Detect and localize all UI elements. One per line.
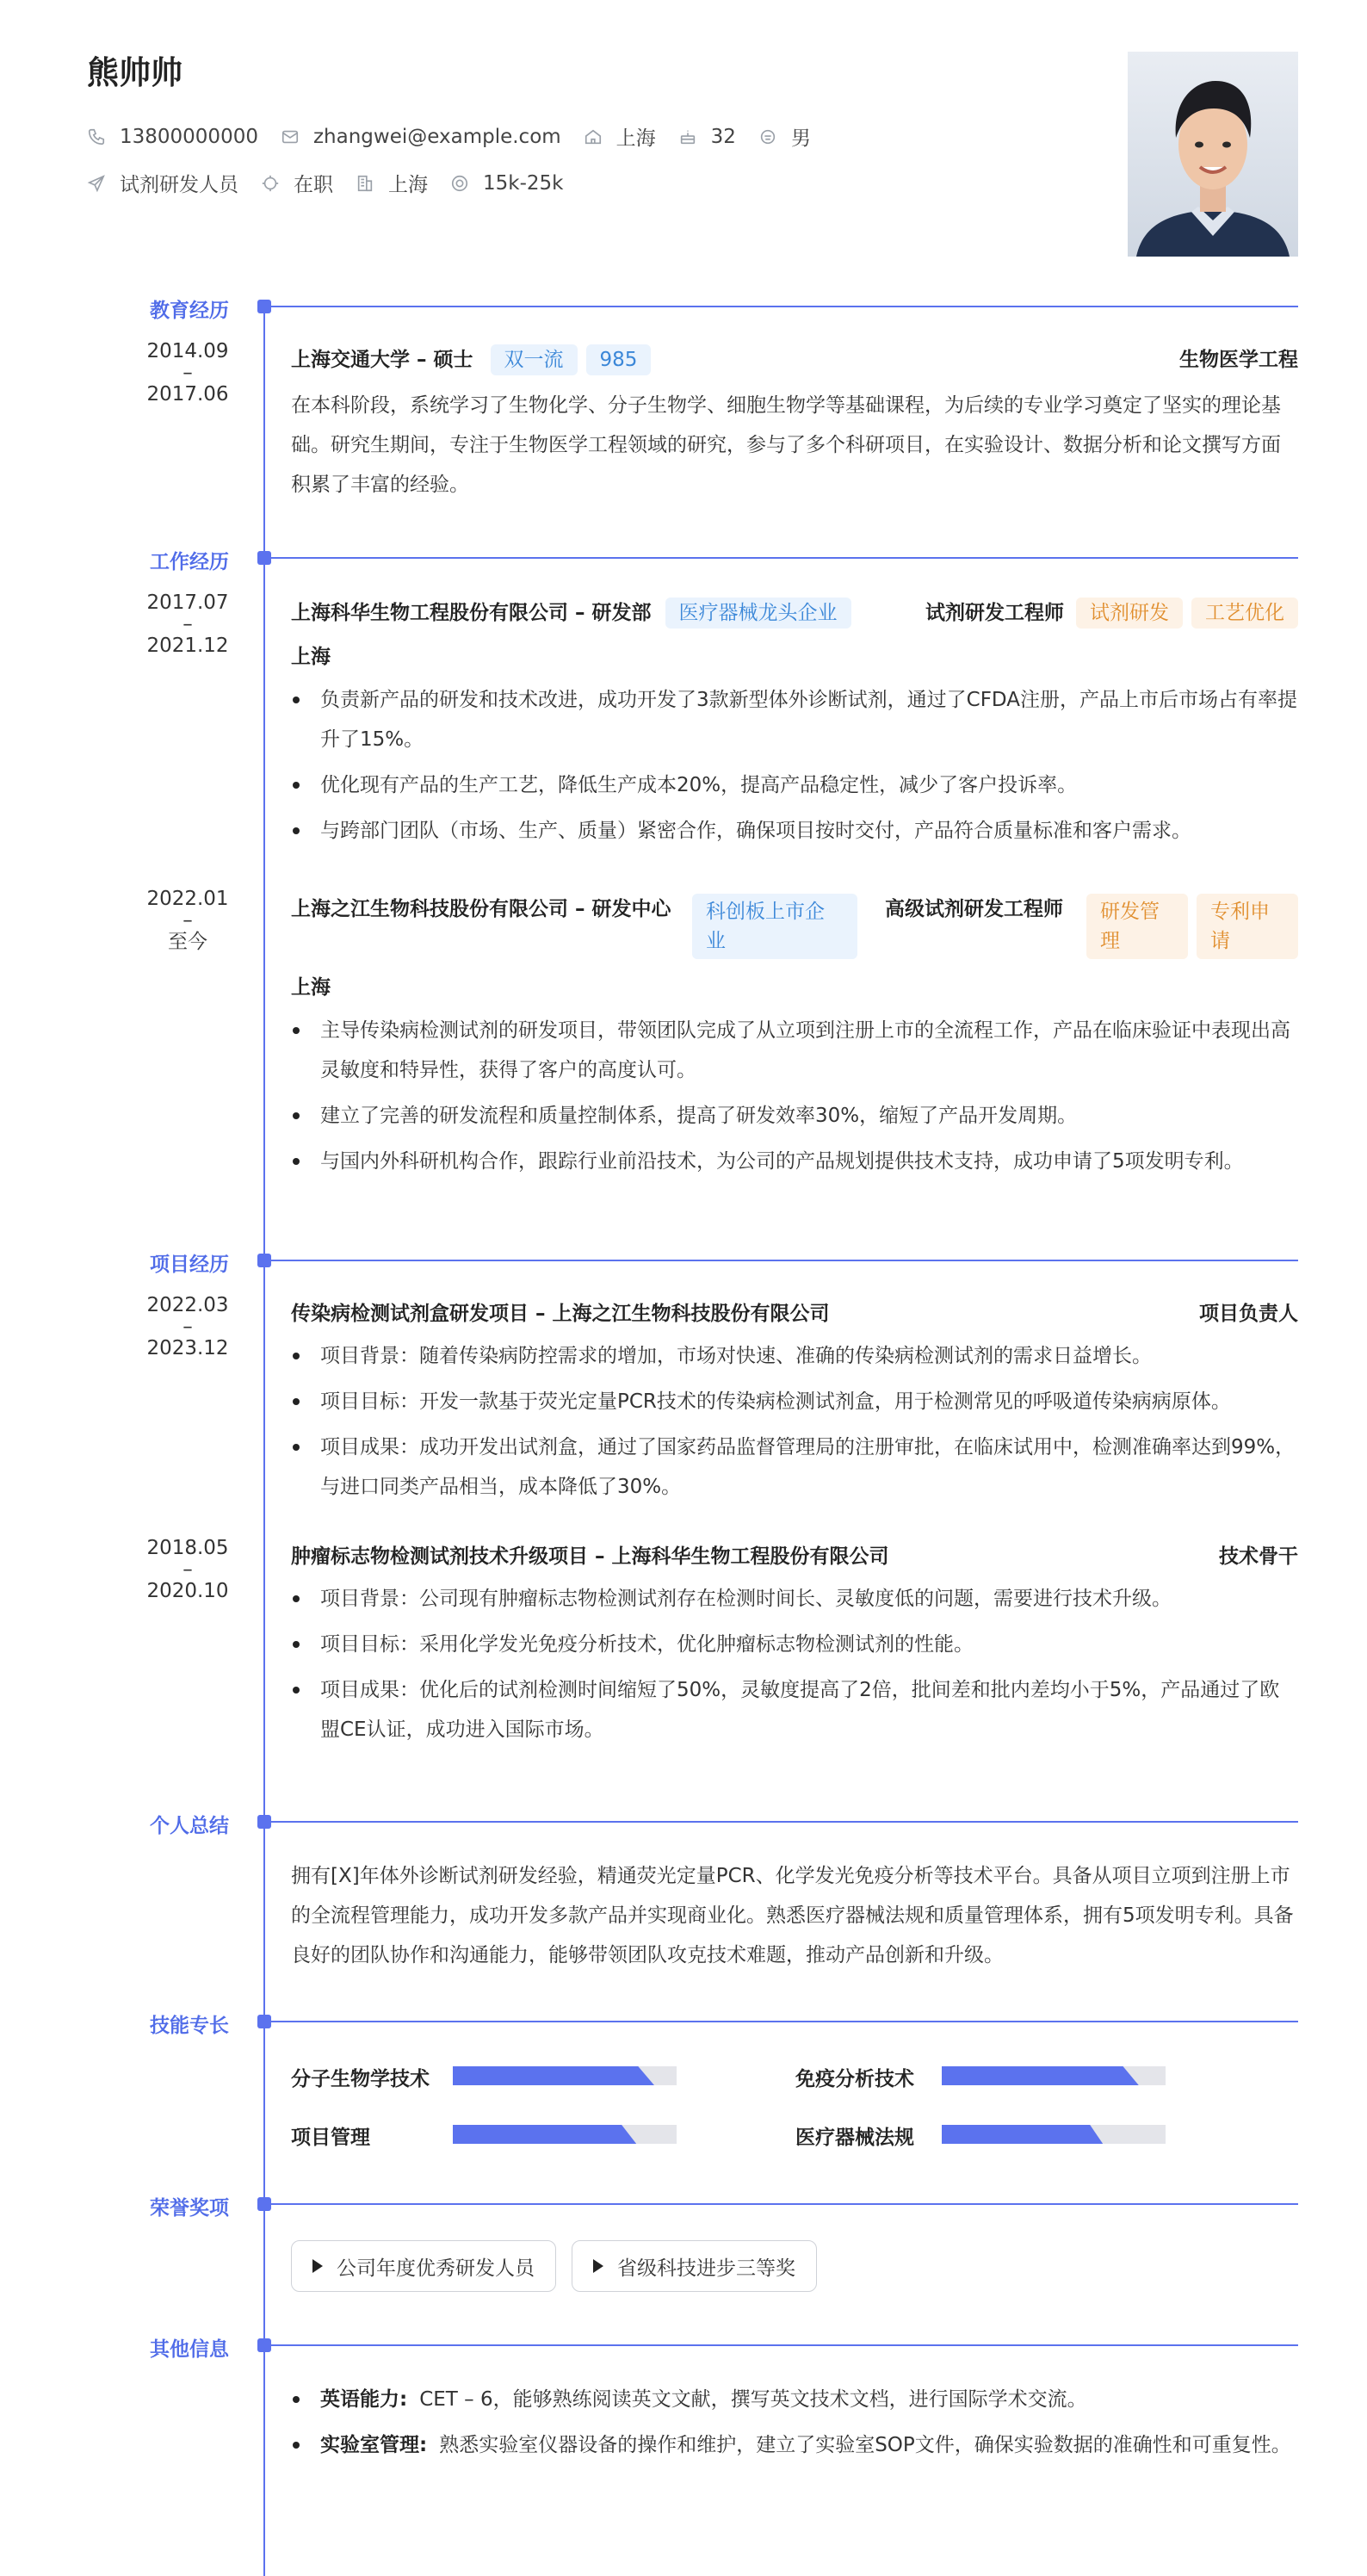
project-title: 传染病检测试剂盒研发项目 – 上海之江生物科技股份有限公司: [291, 1303, 830, 1325]
status-info: [261, 169, 333, 197]
skill-tag: 试剂研发: [1076, 598, 1183, 629]
list-item: 与跨部门团队（市场、生产、质量）紧密合作，确保项目按时交付，产品符合质量标准和客户需求。: [291, 811, 1298, 851]
date-start: 2014.09: [146, 340, 229, 362]
gender-text: 男: [790, 127, 811, 150]
salary-info: [450, 172, 563, 195]
list-item: 主导传染病检测试剂的研发项目，带领团队完成了从立项到注册上市的全流程工作，产品在临床验证中表现出高灵敏度和特异性，获得了客户的高度认可。: [291, 1011, 1298, 1090]
work-entry: [291, 594, 1298, 857]
date-dash: –: [182, 1316, 193, 1338]
list-item: 项目目标：采用化学发光免疫分析技术，优化肿瘤标志物检测试剂的性能。: [291, 1625, 1298, 1664]
list-item: 项目目标：开发一款基于荧光定量PCR技术的传染病检测试剂盒，用于检测常见的呼吸道传染病病原体。: [291, 1382, 1298, 1421]
work-bullets: [291, 1011, 1298, 1181]
other-label: 英语能力:: [320, 2388, 408, 2411]
phone-number: 13800000000: [120, 125, 258, 148]
honor-label: 公司年度优秀研发人员: [337, 2257, 535, 2280]
project-entry: [291, 1295, 1298, 1513]
project-date: [121, 1538, 255, 1602]
work-date: [121, 592, 255, 657]
skill-bar: [942, 2125, 1166, 2144]
skill-name: 医疗器械法规: [795, 2127, 914, 2149]
section-divider: [271, 557, 1298, 559]
skill-tag: 专利申请: [1197, 894, 1298, 959]
skill-name: 分子生物学技术: [291, 2068, 430, 2090]
list-item: 项目成果：优化后的试剂检测时间缩短了50%，灵敏度提高了2倍，批间差和批内差均小于5%，产品通过了欧盟CE认证，成功进入国际市场。: [291, 1670, 1298, 1749]
work-city: 上海: [291, 646, 331, 668]
date-start: 2022.01: [146, 888, 229, 910]
status-text: 在职: [294, 174, 333, 196]
email-address: zhangwei@example.com: [312, 125, 561, 148]
position-title: 高级试剂研发工程师: [885, 898, 1063, 920]
location-info: [584, 122, 656, 151]
phone-info: [87, 126, 258, 148]
skill-bar-fill: [453, 2066, 654, 2085]
school-tag: 985: [586, 344, 652, 375]
age-info: [678, 126, 736, 148]
list-item: [291, 2425, 1298, 2465]
other-text: CET – 6，能够熟练阅读英文文献，撰写英文技术文档，进行国际学术交流。: [419, 2388, 1087, 2411]
work-entry: [291, 890, 1298, 1187]
date-end: 至今: [168, 931, 207, 953]
work-bullets: [291, 680, 1298, 851]
list-item: [291, 2380, 1298, 2419]
other-label: 实验室管理:: [320, 2434, 428, 2456]
section-title-skills: 技能专长: [150, 2015, 229, 2037]
section-marker: [257, 2197, 271, 2211]
section-title-summary: 个人总结: [150, 1815, 229, 1837]
company-tag: 医疗器械龙头企业: [665, 598, 851, 629]
section-marker: [257, 1254, 271, 1267]
send-icon: [87, 174, 106, 193]
section-title-honors: 荣誉奖项: [150, 2197, 229, 2220]
list-item: 项目背景：公司现有肿瘤标志物检测试剂存在检测时间长、灵敏度低的问题，需要进行技术升级。: [291, 1579, 1298, 1619]
section-title-education: 教育经历: [150, 300, 229, 322]
section-marker: [257, 2015, 271, 2028]
project-title: 肿瘤标志物检测试剂技术升级项目 – 上海科华生物工程股份有限公司: [291, 1545, 889, 1568]
project-bullets: [291, 1579, 1298, 1749]
company-name: 上海科华生物工程股份有限公司 – 研发部: [291, 602, 652, 624]
location-text: 上海: [615, 127, 656, 150]
timeline-line: [263, 303, 265, 2576]
section-marker: [257, 300, 271, 313]
date-start: 2017.07: [146, 591, 229, 614]
section-marker: [257, 551, 271, 565]
section-divider: [271, 2021, 1298, 2022]
status-icon: [261, 174, 280, 193]
salary-text: 15k-25k: [483, 171, 564, 195]
skill-bar: [453, 2125, 677, 2144]
target-city-info: [356, 169, 428, 197]
cake-icon: [678, 127, 697, 146]
skill-bar-fill: [453, 2125, 636, 2144]
honors-list: [291, 2240, 817, 2292]
project-date: [121, 1295, 255, 1359]
play-icon: [593, 2259, 603, 2273]
section-divider: [271, 2344, 1298, 2346]
coin-icon: [450, 174, 469, 193]
date-dash: –: [182, 1558, 193, 1581]
date-dash: –: [182, 362, 193, 384]
project-bullets: [291, 1336, 1298, 1507]
list-item: 优化现有产品的生产工艺，降低生产成本20%，提高产品稳定性，减少了客户投诉率。: [291, 765, 1298, 805]
section-marker: [257, 1815, 271, 1829]
project-role: 技术骨干: [1219, 1545, 1298, 1568]
skill-bar-fill: [942, 2066, 1139, 2085]
age-text: 32: [710, 125, 736, 148]
list-item: 负责新产品的研发和技术改进，成功开发了3款新型体外诊断试剂，通过了CFDA注册，产品上市后市场占有率提升了15%。: [291, 680, 1298, 759]
honor-badge: [291, 2240, 556, 2292]
date-start: 2022.03: [146, 1294, 229, 1316]
home-icon: [584, 127, 603, 146]
section-divider: [271, 306, 1298, 307]
skill-tag: 工艺优化: [1191, 598, 1298, 629]
contact-info-row: [87, 122, 811, 151]
education-description: 在本科阶段，系统学习了生物化学、分子生物学、细胞生物学等基础课程，为后续的专业学习奠定了坚实的理论基础。研究生期间，专注于生物医学工程领域的研究，参与了多个科研项目，在实验设计、数据分析和论文撰写方面积累了丰富的经验。: [291, 394, 1281, 496]
other-text: 熟悉实验室仪器设备的操作和维护，建立了实验室SOP文件，确保实验数据的准确性和可重复性。: [439, 2434, 1291, 2456]
play-icon: [312, 2259, 323, 2273]
gender-icon: [758, 127, 777, 146]
job-target-text: 试剂研发人员: [120, 174, 238, 196]
date-end: 2020.10: [146, 1580, 229, 1602]
section-title-work: 工作经历: [150, 551, 229, 573]
candidate-name: 熊帅帅: [87, 54, 182, 91]
skill-name: 免疫分析技术: [795, 2068, 914, 2090]
school-name: 上海交通大学 – 硕士: [291, 349, 473, 371]
skill-bar: [453, 2066, 677, 2085]
company-tag: 科创板上市企业: [692, 894, 857, 959]
profile-photo: [1128, 52, 1298, 257]
position-title: 试剂研发工程师: [925, 602, 1064, 624]
date-start: 2018.05: [146, 1537, 229, 1559]
list-item: 与国内外科研机构合作，跟踪行业前沿技术，为公司的产品规划提供技术支持，成功申请了5项发明专利。: [291, 1142, 1298, 1181]
mail-icon: [281, 127, 300, 146]
date-end: 2023.12: [146, 1337, 229, 1359]
phone-icon: [87, 127, 106, 146]
summary-text: 拥有[X]年体外诊断试剂研发经验，精通荧光定量PCR、化学发光免疫分析等技术平台。具备从项目立项到注册上市的全流程管理能力，成功开发多款产品并实现商业化。熟悉医疗器械法规和质量管理体系，拥有5项发明专利。具备良好的团队协作和沟通能力，能够带领团队攻克技术难题，推动产品创新和升级。: [291, 1865, 1294, 1966]
date-end: 2021.12: [146, 635, 229, 657]
other-list: [291, 2380, 1298, 2465]
school-tag: 双一流: [491, 344, 578, 375]
project-entry: [291, 1538, 1298, 1756]
education-date: [121, 341, 255, 406]
building-icon: [356, 174, 374, 193]
project-role: 项目负责人: [1199, 1303, 1298, 1325]
work-date: [121, 889, 255, 953]
job-intent-row: [87, 169, 563, 197]
skill-bar-fill: [942, 2125, 1103, 2144]
avatar: [1128, 52, 1298, 257]
list-item: 项目成果：成功开发出试剂盒，通过了国家药品监督管理局的注册审批，在临床试用中，检测准确率达到99%，与进口同类产品相当，成本降低了30%。: [291, 1427, 1298, 1507]
honor-badge: [572, 2240, 817, 2292]
skill-tag: 研发管理: [1086, 894, 1188, 959]
skill-bar: [942, 2066, 1166, 2085]
target-city-text: 上海: [388, 174, 428, 196]
section-title-other: 其他信息: [150, 2338, 229, 2361]
section-title-projects: 项目经历: [150, 1254, 229, 1276]
section-divider: [271, 1260, 1298, 1261]
section-divider: [271, 1821, 1298, 1823]
honor-label: 省级科技进步三等奖: [617, 2257, 795, 2280]
list-item: 项目背景：随着传染病防控需求的增加，市场对快速、准确的传染病检测试剂的需求日益增长。: [291, 1336, 1298, 1376]
skills-grid: [291, 2063, 1298, 2166]
list-item: 建立了完善的研发流程和质量控制体系，提高了研发效率30%，缩短了产品开发周期。: [291, 1096, 1298, 1136]
date-end: 2017.06: [146, 383, 229, 406]
date-dash: –: [182, 613, 193, 635]
email-info: [281, 126, 561, 148]
date-dash: –: [182, 909, 193, 932]
job-target-info: [87, 169, 238, 197]
company-name: 上海之江生物科技股份有限公司 – 研发中心: [291, 898, 671, 920]
section-divider: [271, 2203, 1298, 2205]
section-marker: [257, 2338, 271, 2352]
gender-info: [758, 122, 811, 151]
skill-name: 项目管理: [291, 2127, 370, 2149]
education-entry: [291, 341, 1298, 505]
major-name: 生物医学工程: [1179, 349, 1298, 371]
work-city: 上海: [291, 976, 331, 999]
other-info: [291, 2380, 1298, 2471]
